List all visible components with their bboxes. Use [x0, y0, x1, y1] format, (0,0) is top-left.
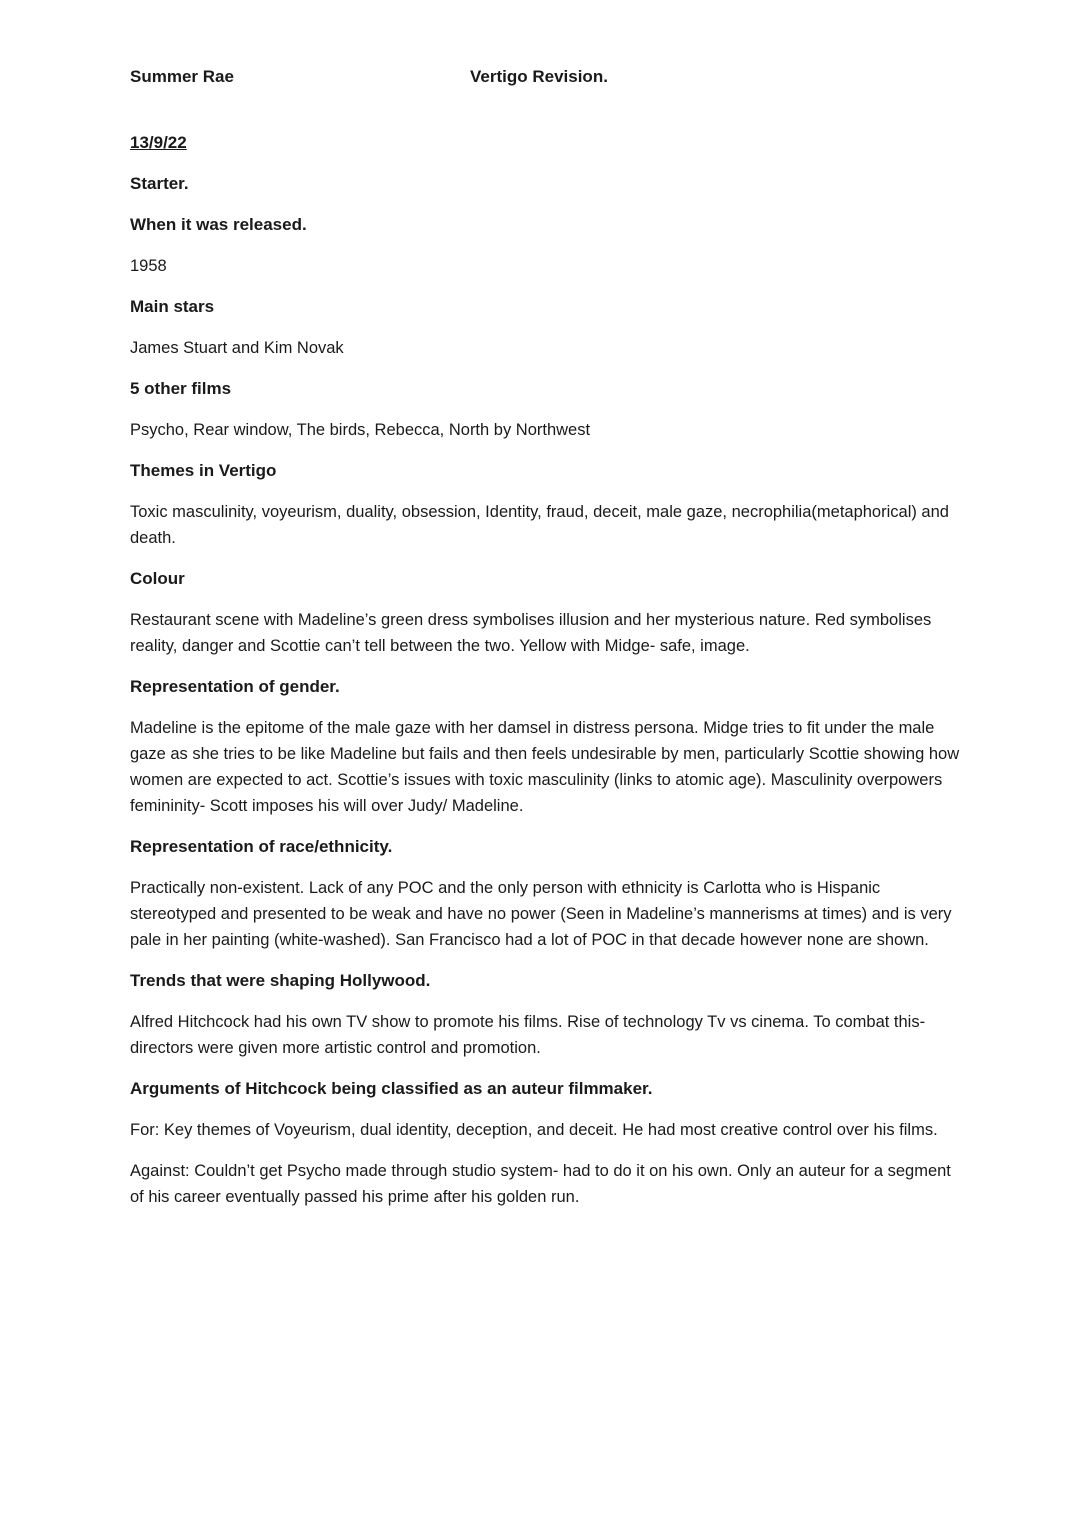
films-heading: 5 other films — [130, 379, 232, 398]
trends-text: Alfred Hitchcock had his own TV show to promote his films. Rise of technology Tv vs cinema. To combat this- directors were given more artistic control and promotion. — [130, 1013, 926, 1057]
films-text: Psycho, Rear window, The birds, Rebecca, North by Northwest — [130, 421, 591, 439]
stars-text: James Stuart and Kim Novak — [130, 339, 344, 357]
colour-heading: Colour — [130, 569, 185, 588]
document-body — [130, 130, 960, 1225]
themes-heading: Themes in Vertigo — [130, 461, 277, 480]
page-header — [130, 64, 950, 90]
trends-heading: Trends that were shaping Hollywood. — [130, 971, 431, 990]
race-heading: Representation of race/ethnicity. — [130, 837, 393, 856]
auteur-for-text: For: Key themes of Voyeurism, dual identity, deception, and deceit. He had most creative control over his films. — [130, 1121, 938, 1139]
gender-heading: Representation of gender. — [130, 677, 340, 696]
stars-heading: Main stars — [130, 297, 215, 316]
date: 13/9/22 — [130, 133, 187, 152]
starter-heading: Starter. — [130, 174, 189, 193]
author-name: Summer Rae — [130, 67, 234, 86]
auteur-heading: Arguments of Hitchcock being classified as an auteur filmmaker. — [130, 1079, 653, 1098]
auteur-against-text: Against: Couldn’t get Psycho made through studio system- had to do it on his own. Only an auteur for a segment of his career eventually passed his prime after his golden run. — [130, 1162, 951, 1206]
document-title: Vertigo Revision. — [470, 67, 608, 86]
colour-text: Restaurant scene with Madeline’s green dress symbolises illusion and her mysterious nature. Red symbolises reality, danger and Scottie can’t tell between the two. Yellow with Midge- safe, image. — [130, 611, 932, 655]
gender-text: Madeline is the epitome of the male gaze with her damsel in distress persona. Midge tries to fit under the male gaze as she tries to be like Madeline but fails and then feels undesirable by men, particularly Scottie showing how women are expected to act. Scottie’s issues with toxic masculinity (links to atomic age). Masculinity overpowers femininity- Scott imposes his will over Judy/ Madeline. — [130, 719, 960, 815]
released-heading: When it was released. — [130, 215, 307, 234]
themes-text: Toxic masculinity, voyeurism, duality, obsession, Identity, fraud, deceit, male gaze, necrophilia(metaphorical) and death. — [130, 503, 949, 547]
race-text: Practically non-existent. Lack of any POC and the only person with ethnicity is Carlotta who is Hispanic stereotyped and presented to be weak and have no power (Seen in Madeline’s mannerisms at times) and is very pale in her painting (white-washed). San Francisco had a lot of POC in that decade however none are shown. — [130, 879, 952, 949]
released-text: 1958 — [130, 257, 167, 275]
